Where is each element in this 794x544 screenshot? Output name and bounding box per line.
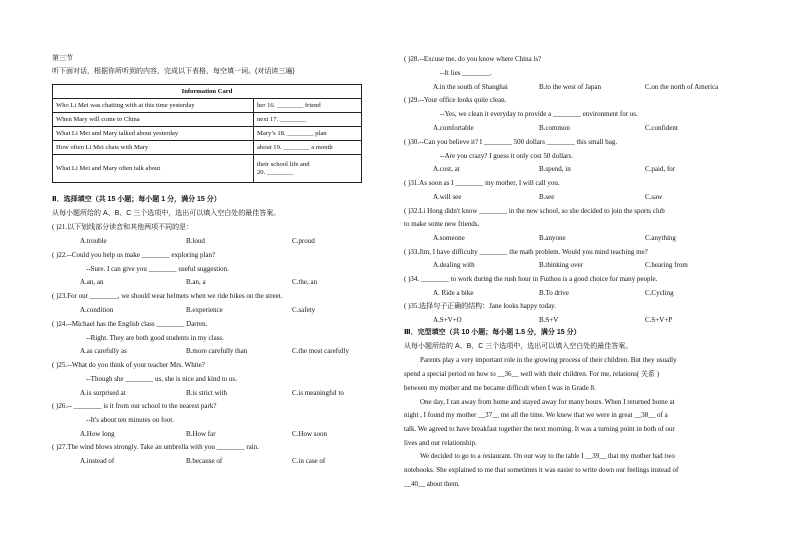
table-cell: about 19. ________ a month — [254, 141, 362, 155]
passage-line: We decided to go to a restaurant. On our way to the table I __39__ that my mother had two — [420, 452, 675, 460]
option-b: B.thinking over — [539, 261, 583, 269]
option-b: B.How far — [186, 430, 216, 438]
option-c: C.proud — [292, 237, 315, 245]
section3-title: 第三节 — [52, 55, 73, 62]
table-cell: When Mary will come to China — [53, 113, 254, 127]
question-33: ( )33.Jim, I have difficulty ________ the math problem. Would you mind teaching me? — [404, 248, 648, 256]
option-a: A.condition — [80, 306, 114, 314]
table-cell: next 17. ________ — [254, 113, 362, 127]
question-29-reply: --Yes, we clean it everyday to provide a ________ environment for us. — [440, 110, 638, 118]
option-a: A.cost, at — [433, 165, 460, 173]
part3-title: Ⅲ．完型填空（共 10 小题；每小题 1.5 分，满分 15 分） — [404, 329, 581, 336]
option-a: A.S+V+O — [433, 316, 462, 324]
question-35: ( )35.选择句子正确的结构：Jane looks happy today. — [404, 302, 556, 310]
question-29: ( )29.--Your office looks quite clean. — [404, 96, 507, 104]
passage-line: between my mother and me became difficult when I was in Grade 8. — [404, 384, 596, 392]
question-22-reply: --Sure. I can give you ________ useful suggestion. — [86, 265, 229, 273]
option-c: C.paid, for — [645, 165, 676, 173]
option-c: C.the, an — [292, 278, 318, 286]
part3-instructions: 从每小题所给的 A、B、C 三个选项中，选出可以填入空白处的最佳答案。 — [404, 343, 633, 350]
question-23: ( )23.For our ________, we should wear helmets when we ride bikes on the street. — [52, 292, 283, 300]
option-a: A.is surprised at — [80, 389, 126, 397]
question-28-reply: --It lies ________. — [440, 69, 492, 77]
option-c: C.is meaningful to — [292, 389, 344, 397]
table-header: Information Card — [53, 85, 362, 99]
option-c: C.in case of — [292, 457, 326, 465]
passage-line: talk. We agreed to have breakfast together the next morning. It was a turning point in both of our — [404, 425, 675, 433]
question-25: ( )25.--What do you think of your teacher Mrs. White? — [52, 361, 205, 369]
option-b: B.loud — [186, 237, 205, 245]
table-cell — [254, 155, 362, 183]
question-27: ( )27.The wind blows strongly. Take an umbrella with you ________ rain. — [52, 443, 259, 451]
question-28: ( )28.--Excuse me, do you know where China is? — [404, 55, 542, 63]
option-b: B.S+V — [539, 316, 559, 324]
option-c: C.How soon — [292, 430, 328, 438]
table-cell: Who Li Mei was chatting with at this time yesterday — [53, 99, 254, 113]
table-cell-line: their school life and — [257, 160, 310, 168]
option-a: A.comfortable — [433, 124, 474, 132]
option-c: C.safety — [292, 306, 316, 314]
option-c: C.anything — [645, 234, 676, 242]
question-25-reply: --Though she ________ us, she is nice and kind to us. — [86, 375, 237, 383]
question-34: ( )34. ________ to work during the rush hour in Fuzhou is a good choice for many people. — [404, 275, 658, 283]
option-a: A.instead of — [80, 457, 115, 465]
option-c: C.the most carefully — [292, 347, 349, 355]
question-30-reply: --Are you crazy? I guess it only cost 50 dollars. — [440, 152, 573, 160]
table-cell: How often Li Mei chats with Mary — [53, 141, 254, 155]
option-c: C.on the north of America — [645, 83, 719, 91]
option-b: B.To drive — [539, 289, 569, 297]
option-b: B.because of — [186, 457, 223, 465]
passage-line: spend a special period on how to __36__ well with their children. For me, relations( 关系 ) — [404, 370, 660, 378]
question-26-reply: --It's about ten minutes on foot. — [86, 416, 174, 424]
option-a: A.trouble — [80, 237, 107, 245]
table-cell: What Li Mei and Mary talked about yesterday — [53, 127, 254, 141]
option-a: A.How long — [80, 430, 115, 438]
question-26: ( )26.-- ________ is it from our school to the nearest park? — [52, 402, 217, 410]
option-a: A.as carefully as — [80, 347, 127, 355]
information-card-table — [52, 84, 362, 183]
question-22: ( )22.--Could you help us make ________ exploring plan? — [52, 251, 216, 259]
option-a: A.dealing with — [433, 261, 475, 269]
option-c: C.Cycling — [645, 289, 674, 297]
option-a: A. Ride a bike — [433, 289, 474, 297]
option-a: A.an, an — [80, 278, 104, 286]
table-cell: Mary’s 18. ________ plan — [254, 127, 362, 141]
option-b: B.spend, in — [539, 165, 571, 173]
option-b: B.experience — [186, 306, 223, 314]
option-b: B.an, a — [186, 278, 206, 286]
option-b: B.more carefully than — [186, 347, 248, 355]
question-32: ( )32.Li Hong didn't know ________ in the new school, so she decided to join the sports club — [404, 207, 665, 215]
question-21: ( )21.以下划线部分读音和其他两项不同的是： — [52, 223, 194, 231]
passage-line: Parents play a very important role in the growing process of their children. But they usually — [420, 356, 677, 364]
option-b: B.anyone — [539, 234, 566, 242]
table-cell: What Li Mei and Mary often talk about — [53, 155, 254, 183]
passage-line: notebooks. She explained to me that sometimes it was easier to write down our feelings instead of — [404, 466, 679, 474]
option-a: A.will see — [433, 193, 462, 201]
question-24: ( )24.--Michael has the English class ________ Darren. — [52, 320, 208, 328]
passage-line: lives and our relationship. — [404, 439, 477, 447]
part2-instructions: 从每小题所给的 A、B、C 三个选项中，选出可以填入空白处的最佳答案。 — [52, 210, 281, 217]
passage-line: One day, I ran away from home and stayed away for many hours. When I returned home at — [420, 398, 675, 406]
option-c: C.S+V+P — [645, 316, 673, 324]
option-b: B.see — [539, 193, 555, 201]
question-24-reply: --Right. They are both good students in my class. — [86, 334, 224, 342]
option-c: C.hearing from — [645, 261, 688, 269]
section3-instructions: 听下面对话，根据你所听到的内容，完成以下表格，每空填一词。(对话读三遍) — [52, 68, 295, 75]
option-b: B.common — [539, 124, 570, 132]
option-a: A.someone — [433, 234, 465, 242]
option-b: B.is strict with — [186, 389, 228, 397]
option-a: A.in the south of Shanghai — [433, 83, 508, 91]
option-c: C.saw — [645, 193, 663, 201]
part2-title: Ⅱ．选择填空（共 15 小题；每小题 1 分，满分 15 分） — [52, 196, 221, 203]
passage-line: __40__ about them. — [404, 480, 460, 488]
option-b: B.to the west of Japan — [539, 83, 602, 91]
question-31: ( )31.As soon as I ________ my mother, I will call you. — [404, 179, 560, 187]
option-c: C.confident — [645, 124, 678, 132]
question-32-cont: to make some new friends. — [404, 220, 480, 228]
passage-line: night , I found my mother __37__ me all the time. We knew that we were in great __38__ of a — [404, 411, 668, 419]
table-cell: her 16. ________ friend — [254, 99, 362, 113]
table-cell-line: 20. ________ — [257, 168, 294, 176]
question-30: ( )30.--Can you believe it? I ________ 500 dollars ________ this small bag. — [404, 138, 618, 146]
